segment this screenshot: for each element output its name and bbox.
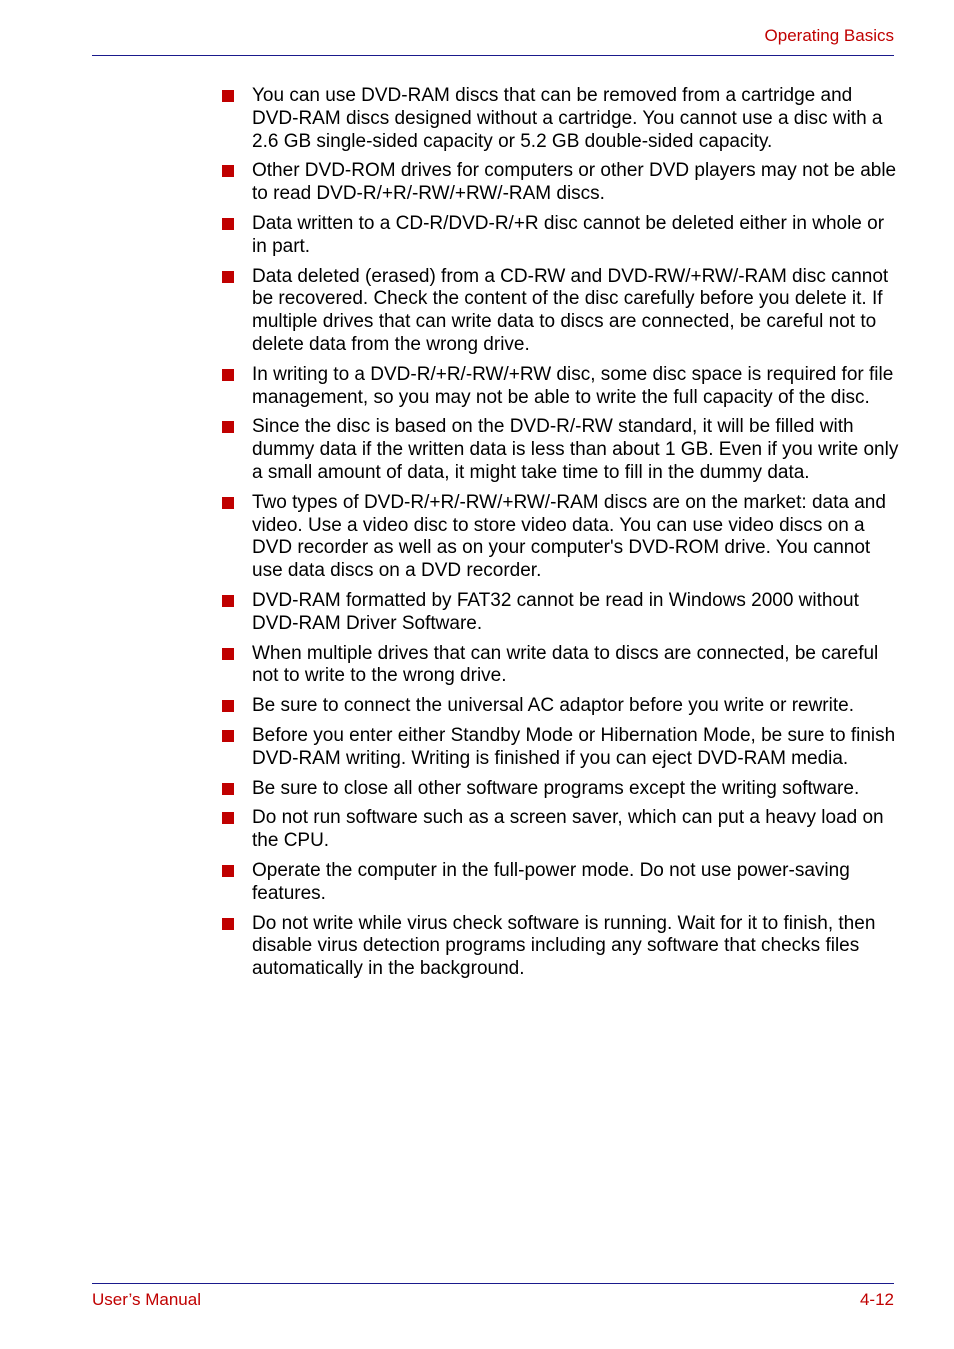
list-item [222, 807, 902, 853]
list-item-text: Two types of DVD-R/+R/-RW/+RW/-RAM discs are on the market: data and video. Use a video disc to store video data. You can use video discs on a DVD recorder as well as on your computer's DVD-ROM drive. You cannot use data discs on a DVD recorder. [252, 491, 886, 582]
list-item-text: Do not run software such as a screen saver, which can put a heavy load on the CPU. [252, 807, 884, 852]
header-divider [92, 55, 894, 56]
list-item [222, 492, 902, 583]
list-item-text: When multiple drives that can write data to discs are connected, be careful not to write to the wrong drive. [252, 642, 879, 687]
square-bullet-icon [222, 918, 234, 930]
square-bullet-icon [222, 165, 234, 177]
list-item-text: Data deleted (erased) from a CD-RW and DVD-RW/+RW/-RAM disc cannot be recovered. Check the content of the disc carefully before you delete it. If multiple drives that can write data to discs are connected, be careful not to delete data from the wrong drive. [252, 265, 889, 355]
list-item [222, 725, 902, 771]
list-item [222, 266, 902, 357]
square-bullet-icon [222, 369, 234, 381]
square-bullet-icon [222, 865, 234, 877]
square-bullet-icon [222, 812, 234, 824]
square-bullet-icon [222, 90, 234, 102]
footer-manual-label: User’s Manual [92, 1290, 201, 1309]
square-bullet-icon [222, 700, 234, 712]
list-item [222, 160, 902, 206]
list-item-text: Data written to a CD-R/DVD-R/+R disc cannot be deleted either in whole or in part. [252, 212, 885, 257]
list-item [222, 364, 902, 410]
list-item-text: Do not write while virus check software is running. Wait for it to finish, then disable virus detection programs including any software that checks files automatically in the background. [252, 912, 876, 980]
list-item-text: Other DVD-ROM drives for computers or other DVD players may not be able to read DVD-R/+R/-RW/+RW/-RAM discs. [252, 160, 897, 205]
square-bullet-icon [222, 730, 234, 742]
list-item [222, 416, 902, 484]
list-item [222, 213, 902, 259]
square-bullet-icon [222, 271, 234, 283]
square-bullet-icon [222, 648, 234, 660]
list-item-text: You can use DVD-RAM discs that can be removed from a cartridge and DVD-RAM discs designed without a cartridge. You cannot use a disc with a 2.6 GB single-sided capacity or 5.2 GB double-sided capacity. [252, 85, 883, 152]
list-item [222, 590, 902, 636]
list-item [222, 695, 902, 718]
square-bullet-icon [222, 783, 234, 795]
footer-divider [92, 1283, 894, 1284]
list-item [222, 85, 902, 153]
list-item-text: Before you enter either Standby Mode or Hibernation Mode, be sure to finish DVD-RAM writing. Writing is finished if you can eject DVD-RAM media. [252, 724, 896, 769]
page-header-title: Operating Basics [764, 26, 894, 45]
square-bullet-icon [222, 218, 234, 230]
list-item-text: Be sure to connect the universal AC adaptor before you write or rewrite. [252, 695, 854, 717]
list-item [222, 643, 902, 689]
square-bullet-icon [222, 595, 234, 607]
list-item [222, 913, 902, 981]
square-bullet-icon [222, 421, 234, 433]
list-item [222, 778, 902, 801]
precautions-bullet-list [222, 85, 902, 988]
footer-page-number: 4-12 [859, 1290, 894, 1309]
square-bullet-icon [222, 497, 234, 509]
list-item-text: Operate the computer in the full-power mode. Do not use power-saving features. [252, 859, 850, 904]
list-item-text: Since the disc is based on the DVD-R/-RW standard, it will be filled with dummy data if the written data is less than about 1 GB. Even if you write only a small amount of data, it might take time to fill in the dummy data. [252, 416, 899, 483]
list-item-text: DVD-RAM formatted by FAT32 cannot be read in Windows 2000 without DVD-RAM Driver Software. [252, 589, 859, 634]
list-item-text: In writing to a DVD-R/+R/-RW/+RW disc, some disc space is required for file management, so you may not be able to write the full capacity of the disc. [252, 363, 894, 408]
list-item [222, 860, 902, 906]
list-item-text: Be sure to close all other software programs except the writing software. [252, 777, 860, 799]
